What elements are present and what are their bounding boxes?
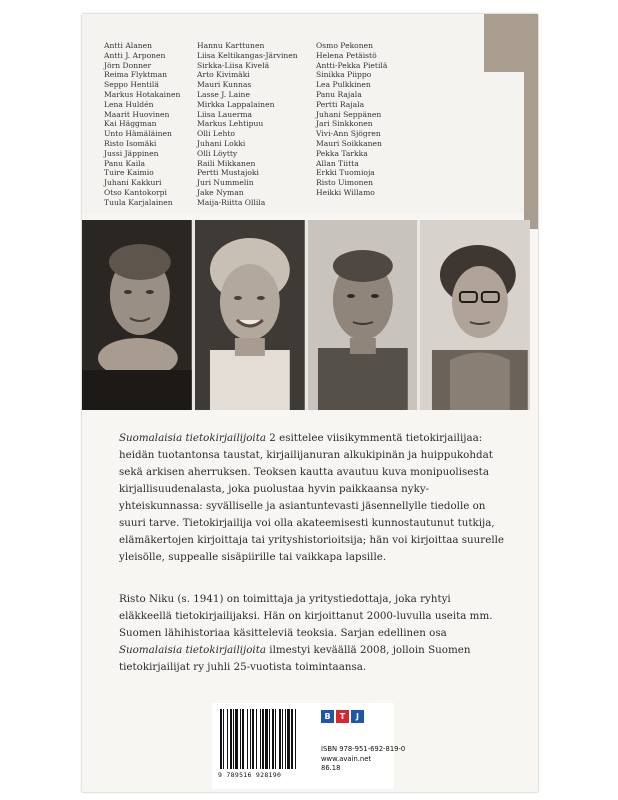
author-name-item: Kai Häggman	[104, 119, 157, 129]
author-name-item: Pertti Rajala	[316, 99, 365, 109]
author-name-item: Liisa Lauerma	[197, 109, 253, 119]
author-name-item: Antti J. Arponen	[104, 50, 166, 60]
author-name-item: Sirkka-Liisa Kivelä	[197, 60, 270, 70]
publisher-logo-letter-3: J	[351, 710, 364, 723]
author-name-item: Jari Sinkkonen	[316, 119, 373, 129]
author-name-item: Mauri Kunnas	[197, 80, 252, 90]
author-name-item: Seppo Hentilä	[104, 80, 159, 90]
author-list-column-2	[197, 41, 298, 208]
author-name-item: Pekka Tarkka	[316, 148, 368, 158]
barcode-sticker	[212, 703, 406, 789]
author-name-item: Maija-Riitta Ollila	[197, 197, 266, 207]
publisher-url: www.avain.net	[321, 754, 372, 763]
author-name-item: Mirkka Lappalainen	[197, 99, 275, 109]
publisher-logo-letter-1: B	[321, 710, 334, 723]
author-name-item: Mauri Soikkanen	[316, 138, 382, 148]
author-name: Risto Niku	[119, 593, 175, 605]
author-name-item: Markus Lehtipuu	[197, 119, 264, 129]
author-name-item: Lea Pulkkinen	[316, 80, 371, 90]
author-photo-3	[308, 220, 418, 410]
book-description	[119, 430, 504, 566]
author-name-item: Osmo Pekonen	[316, 41, 374, 50]
author-name-item: Unto Hämäläinen	[104, 129, 172, 139]
author-name-item: Tuula Karjalainen	[104, 197, 173, 207]
series-title-italic: Suomalaisia tietokirjailijoita	[119, 644, 266, 656]
author-name-item: Risto Isomäki	[104, 138, 157, 148]
author-name-item: Raili Mikkanen	[197, 158, 256, 168]
author-list-column-3	[316, 41, 387, 198]
author-bio	[119, 591, 504, 676]
book-back-cover	[82, 14, 538, 792]
author-name-item: Juhani Kakkuri	[104, 178, 162, 188]
barcode-digits: 9 789516 928190	[218, 771, 282, 779]
barcode-image	[218, 709, 310, 771]
author-name-item: Panu Kaila	[104, 158, 146, 168]
isbn-block	[321, 745, 405, 774]
author-name-item: Olli Löytty	[197, 148, 238, 158]
author-name-item: Markus Hotakainen	[104, 89, 181, 99]
accent-strip	[524, 14, 538, 229]
author-photo-strip	[82, 220, 530, 410]
author-name-item: Heikki Willamo	[316, 187, 375, 197]
author-name-item: Risto Uimonen	[316, 178, 373, 188]
author-name-item: Panu Rajala	[316, 89, 362, 99]
author-name-item: Jussi Jäppinen	[104, 148, 159, 158]
author-name-item: Juri Nummelin	[197, 178, 254, 188]
author-name-item: Vivi-Ann Sjögren	[316, 129, 381, 139]
author-photo-4	[420, 220, 530, 410]
author-name-item: Antti Alanen	[104, 41, 153, 50]
author-list-column-1	[104, 41, 180, 208]
isbn-number: ISBN 978-951-692-819-0	[321, 745, 406, 753]
author-name-item: Juhani Lokki	[197, 138, 246, 148]
author-name-item: Antti-Pekka Pietilä	[316, 60, 388, 70]
author-name-item: Helena Petäistö	[316, 50, 377, 60]
author-photo-1	[82, 220, 192, 410]
author-name-item: Lena Huldén	[104, 99, 154, 109]
author-name-item: Liisa Keltikangas-Järvinen	[197, 50, 298, 60]
author-name-item: Arto Kivimäki	[197, 70, 250, 80]
author-name-item: Sinikka Piippo	[316, 70, 372, 80]
author-name-item: Reima Flyktman	[104, 70, 168, 80]
author-name-item: Pertti Mustajoki	[197, 168, 259, 178]
author-name-item: Erkki Tuomioja	[316, 168, 375, 178]
classification-code: 86.18	[321, 764, 341, 772]
author-name-item: Lasse J. Laine	[197, 89, 250, 99]
book-title-italic: Suomalaisia tietokirjailijoita	[119, 432, 266, 444]
author-name-item: Maarit Huovinen	[104, 109, 170, 119]
author-names-panel	[82, 14, 526, 214]
author-name-item: Jörn Donner	[104, 60, 152, 70]
publisher-logo-letter-2: T	[336, 710, 349, 723]
author-name-item: Juhani Seppänen	[316, 109, 382, 119]
bio-text-2: ilmestyi keväällä 2008, jolloin Suomen tietokirjailijat ry juhli 25-vuotista toimintaansa.	[119, 644, 471, 673]
author-name-item: Tuire Kaimio	[104, 168, 154, 178]
author-photo-2	[195, 220, 305, 410]
author-name-item: Hannu Karttunen	[197, 41, 265, 50]
author-name-item: Olli Lehto	[197, 129, 235, 139]
author-name-item: Otso Kantokorpi	[104, 187, 167, 197]
author-name-item: Jake Nyman	[197, 187, 244, 197]
publisher-logo	[321, 710, 364, 723]
author-name-item: Allan Tiitta	[316, 158, 359, 168]
description-text: 2 esittelee viisikymmentä tietokirjailijaa: heidän tuotantonsa taustat, kirjailijanuran alkukipinän ja huippukohdat sekä arkisen aherruksen. Teoksen kautta avautuu kuva monipuolisesta kirjallisuudenalasta, joka puolustaa hyvin paikkaansa nyky-yhteiskunnassa: syvälliselle ja asiantuntevasti jäsennellylle tiedolle on suuri tarve. Tietokirjailija voi olla akateemisesti kunnostautunut tutkija, elämäkertojen kirjoittaja tai yrityshistorioitsija; hän voi kirjoittaa suurelle yleisölle, suppealle sisäpiirille tai vaikkapa lapsille.	[119, 432, 504, 563]
bio-text-1: (s. 1941) on toimittaja ja yritystiedottaja, joka ryhtyi eläkkeellä tietokirjailijaksi. Hän on kirjoittanut 2000-luvulla useita mm. Suomen lähihistoriaa käsitteleviä teoksia. Sarjan edellinen osa	[119, 593, 493, 639]
